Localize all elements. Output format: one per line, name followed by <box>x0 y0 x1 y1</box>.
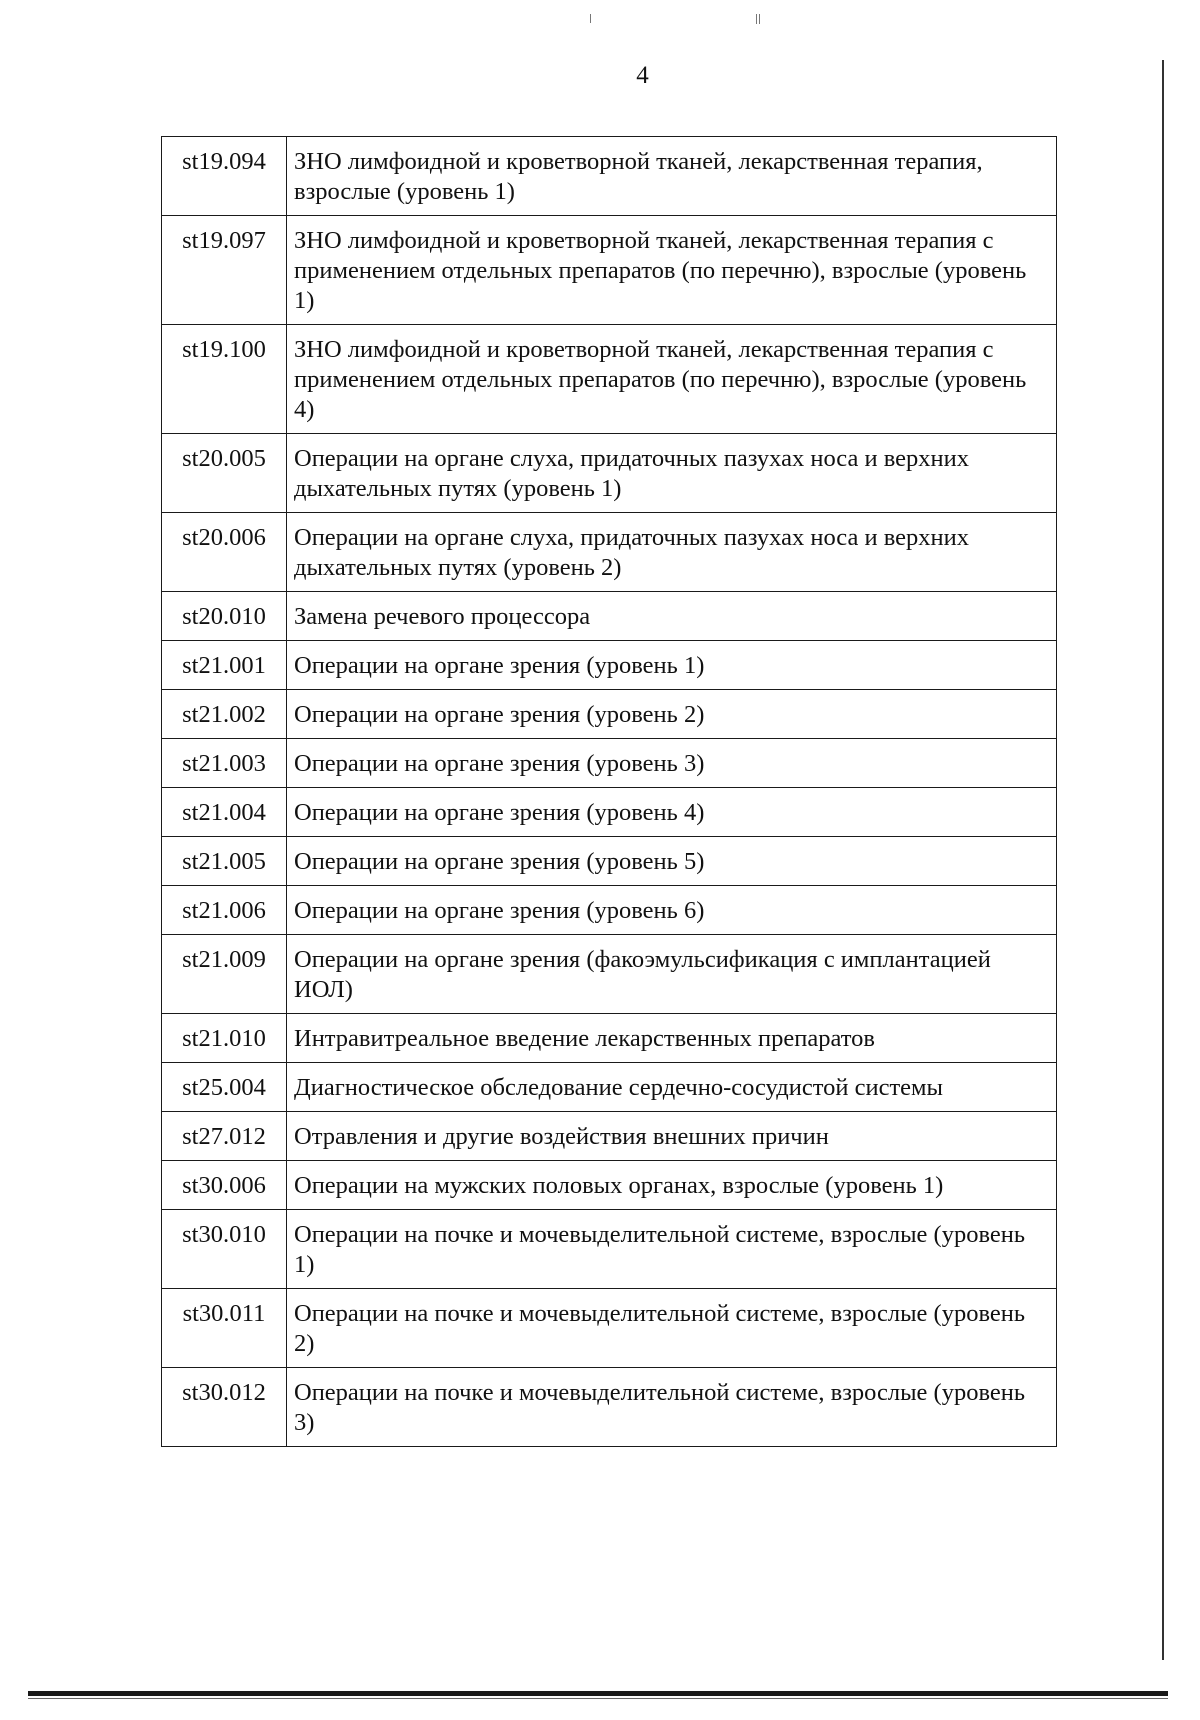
code-cell: st21.006 <box>162 886 287 935</box>
code-cell: st25.004 <box>162 1063 287 1112</box>
description-cell: Операции на почке и мочевыделительной системе, взрослые (уровень 1) <box>287 1210 1057 1289</box>
description-cell: Операции на органе зрения (уровень 5) <box>287 837 1057 886</box>
table-row <box>162 434 1057 513</box>
table-row <box>162 325 1057 434</box>
table-row <box>162 837 1057 886</box>
table-row <box>162 641 1057 690</box>
code-cell: st30.006 <box>162 1161 287 1210</box>
description-cell: Операции на почке и мочевыделительной системе, взрослые (уровень 2) <box>287 1289 1057 1368</box>
table-row <box>162 1289 1057 1368</box>
code-cell: st30.010 <box>162 1210 287 1289</box>
code-cell: st30.011 <box>162 1289 287 1368</box>
description-cell: Операции на органе слуха, придаточных пазухах носа и верхних дыхательных путях (уровень 1) <box>287 434 1057 513</box>
description-cell: Операции на мужских половых органах, взрослые (уровень 1) <box>287 1161 1057 1210</box>
table-row <box>162 739 1057 788</box>
table-row <box>162 1063 1057 1112</box>
table-row <box>162 690 1057 739</box>
description-cell: Операции на органе зрения (уровень 2) <box>287 690 1057 739</box>
description-cell: Операции на органе зрения (уровень 6) <box>287 886 1057 935</box>
code-cell: st19.094 <box>162 137 287 216</box>
description-cell: Интравитреальное введение лекарственных препаратов <box>287 1014 1057 1063</box>
code-cell: st30.012 <box>162 1368 287 1447</box>
page-number: 4 <box>636 62 649 89</box>
scan-mark <box>590 14 591 23</box>
table-row <box>162 886 1057 935</box>
code-cell: st21.005 <box>162 837 287 886</box>
table-row <box>162 216 1057 325</box>
code-cell: st19.097 <box>162 216 287 325</box>
table-row <box>162 137 1057 216</box>
scan-page-edge-bottom <box>28 1691 1168 1696</box>
scan-mark <box>759 14 760 24</box>
table-body <box>162 137 1057 1447</box>
table-row <box>162 513 1057 592</box>
code-cell: st19.100 <box>162 325 287 434</box>
table-row <box>162 592 1057 641</box>
description-cell: Операции на органе зрения (факоэмульсификация с имплантацией ИОЛ) <box>287 935 1057 1014</box>
code-cell: st21.009 <box>162 935 287 1014</box>
table-row <box>162 935 1057 1014</box>
table-row <box>162 788 1057 837</box>
table-row <box>162 1368 1057 1447</box>
description-cell: Операции на органе слуха, придаточных пазухах носа и верхних дыхательных путях (уровень 2) <box>287 513 1057 592</box>
code-cell: st20.006 <box>162 513 287 592</box>
description-cell: ЗНО лимфоидной и кроветворной тканей, лекарственная терапия, взрослые (уровень 1) <box>287 137 1057 216</box>
table-row <box>162 1210 1057 1289</box>
table-row <box>162 1112 1057 1161</box>
table-row <box>162 1161 1057 1210</box>
scan-page-edge-right <box>1162 60 1164 1660</box>
procedure-codes-table <box>161 136 1057 1447</box>
description-cell: Операции на органе зрения (уровень 4) <box>287 788 1057 837</box>
code-cell: st21.002 <box>162 690 287 739</box>
table-row <box>162 1014 1057 1063</box>
code-cell: st21.003 <box>162 739 287 788</box>
code-cell: st21.001 <box>162 641 287 690</box>
description-cell: Замена речевого процессора <box>287 592 1057 641</box>
code-cell: st21.004 <box>162 788 287 837</box>
description-cell: ЗНО лимфоидной и кроветворной тканей, лекарственная терапия с применением отдельных препаратов (по перечню), взрослые (уровень 4) <box>287 325 1057 434</box>
code-cell: st20.010 <box>162 592 287 641</box>
description-cell: ЗНО лимфоидной и кроветворной тканей, лекарственная терапия с применением отдельных препаратов (по перечню), взрослые (уровень 1) <box>287 216 1057 325</box>
code-cell: st20.005 <box>162 434 287 513</box>
description-cell: Операции на почке и мочевыделительной системе, взрослые (уровень 3) <box>287 1368 1057 1447</box>
code-cell: st21.010 <box>162 1014 287 1063</box>
description-cell: Диагностическое обследование сердечно-сосудистой системы <box>287 1063 1057 1112</box>
description-cell: Отравления и другие воздействия внешних причин <box>287 1112 1057 1161</box>
code-cell: st27.012 <box>162 1112 287 1161</box>
scan-mark <box>756 14 757 24</box>
description-cell: Операции на органе зрения (уровень 3) <box>287 739 1057 788</box>
scan-page-edge-bottom-shadow <box>28 1698 1168 1699</box>
description-cell: Операции на органе зрения (уровень 1) <box>287 641 1057 690</box>
